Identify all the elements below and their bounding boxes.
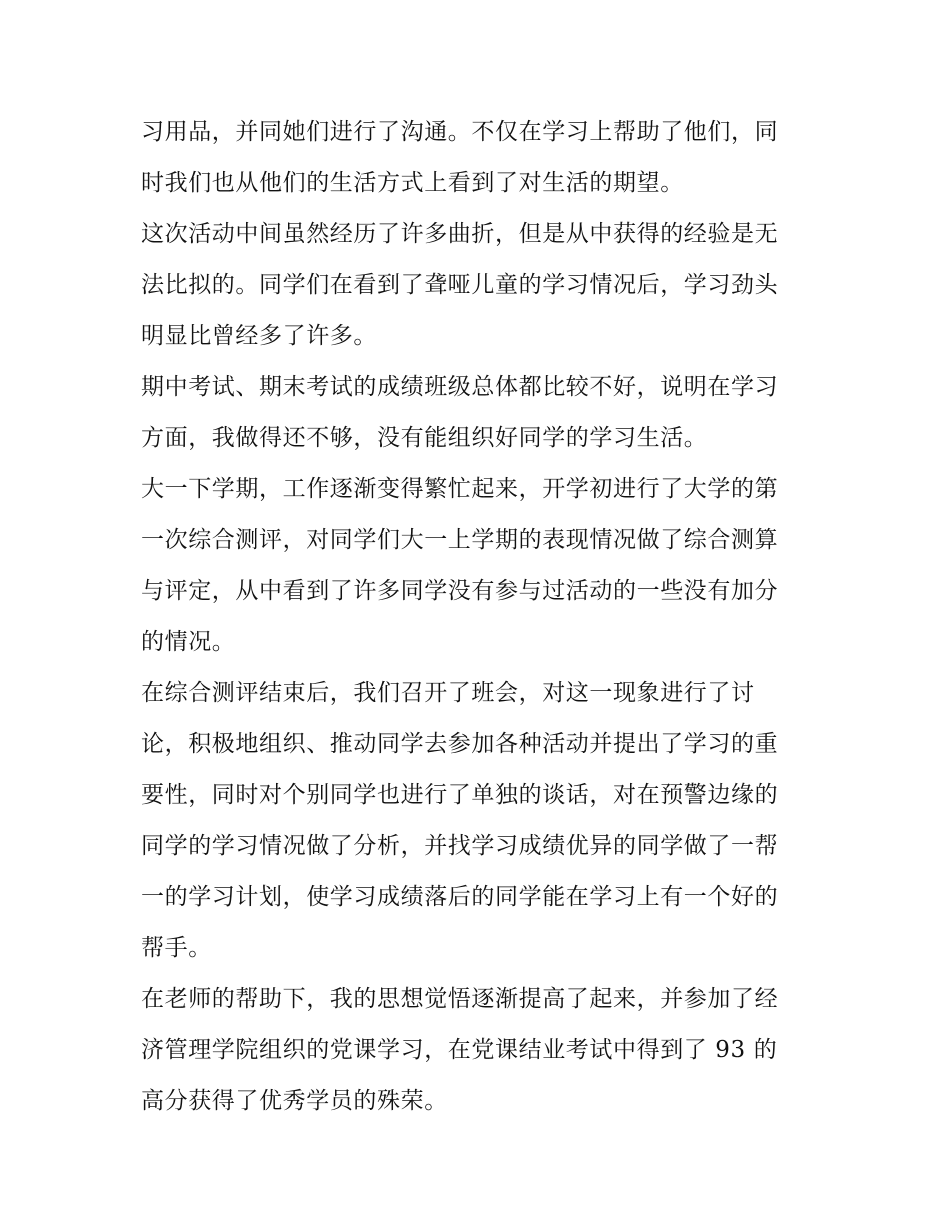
text-line: 要性，同时对个别同学也进行了单独的谈话，对在预警边缘的 (141, 782, 779, 808)
text-line: 明显比曾经多了许多。 (141, 323, 377, 349)
text-line: 期中考试、期末考试的成绩班级总体都比较不好，说明在学习 (141, 374, 779, 400)
text-line: 同学的学习情况做了分析，并找学习成绩优异的同学做了一帮 (141, 833, 779, 859)
text-line: 济管理学院组织的党课学习，在党课结业考试中得到了 93 的 (141, 1037, 778, 1063)
text-line: 习用品，并同她们进行了沟通。不仅在学习上帮助了他们，同 (141, 119, 779, 145)
text-line: 一次综合测评，对同学们大一上学期的表现情况做了综合测算 (141, 527, 779, 553)
paragraph (141, 362, 821, 464)
text-line: 一的学习计划，使学习成绩落后的同学能在学习上有一个好的 (141, 884, 779, 910)
paragraph (141, 974, 821, 1127)
text-line: 这次活动中间虽然经历了许多曲折，但是从中获得的经验是无 (141, 221, 779, 247)
paragraph (141, 107, 821, 209)
text-line: 在综合测评结束后，我们召开了班会，对这一现象进行了讨 (141, 680, 755, 706)
paragraph (141, 464, 821, 668)
text-line: 在老师的帮助下，我的思想觉悟逐渐提高了起来，并参加了经 (141, 986, 779, 1012)
text-line: 法比拟的。同学们在看到了聋哑儿童的学习情况后，学习劲头 (141, 272, 779, 298)
text-line: 高分获得了优秀学员的殊荣。 (141, 1088, 448, 1114)
text-line: 与评定，从中看到了许多同学没有参与过活动的一些没有加分 (141, 578, 779, 604)
document-body (141, 107, 821, 1127)
text-line: 方面，我做得还不够，没有能组织好同学的学习生活。 (141, 425, 708, 451)
paragraph (141, 209, 821, 362)
text-line: 论，积极地组织、推动同学去参加各种活动并提出了学习的重 (141, 731, 779, 757)
text-line: 大一下学期，工作逐渐变得繁忙起来，开学初进行了大学的第 (141, 476, 779, 502)
text-line: 的情况。 (141, 629, 236, 655)
paragraph (141, 668, 821, 974)
text-line: 时我们也从他们的生活方式上看到了对生活的期望。 (141, 170, 684, 196)
text-line: 帮手。 (141, 935, 212, 961)
